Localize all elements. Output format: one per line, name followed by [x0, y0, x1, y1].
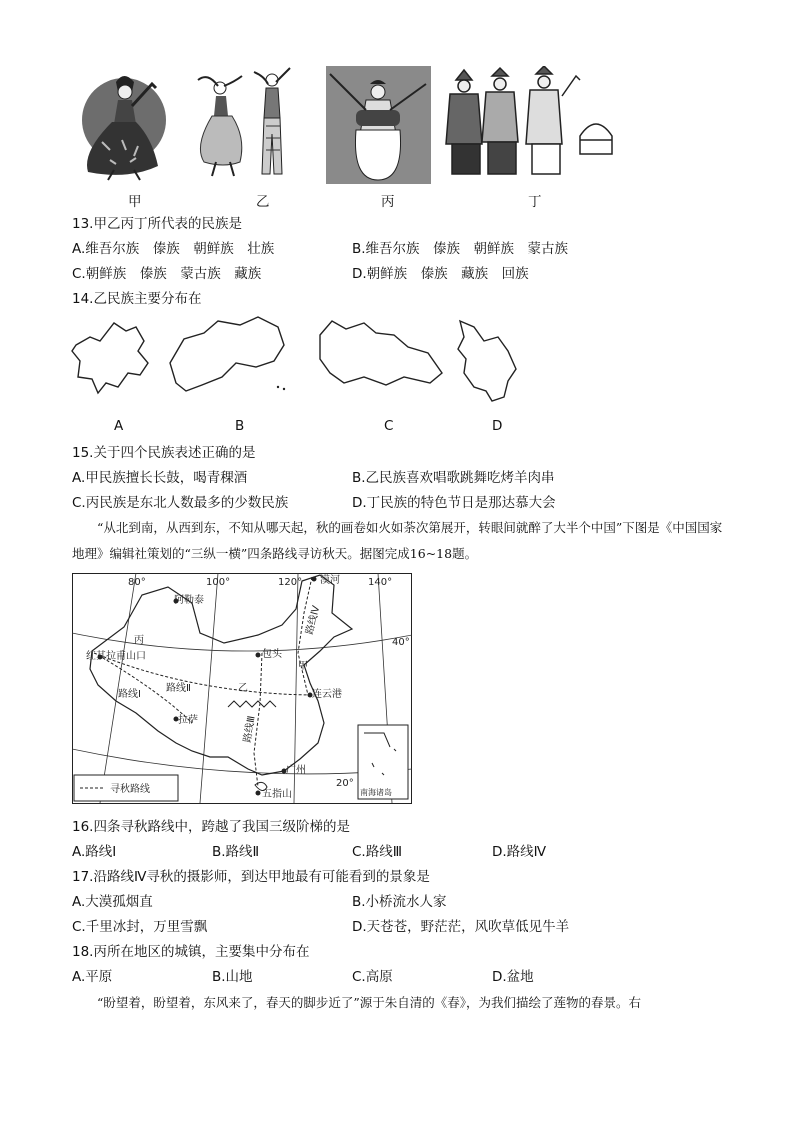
route-label-2: 路线Ⅱ	[166, 683, 191, 694]
q15-stem: 15.关于四个民族表述正确的是	[72, 445, 256, 461]
caption-jia: 甲	[128, 194, 142, 210]
q17-option-d[interactable]: D.天苍苍，野茫茫，风吹草低见牛羊	[352, 919, 570, 935]
q13-option-b[interactable]: B.维吾尔族 傣族 朝鲜族 蒙古族	[352, 241, 569, 257]
q16-option-c[interactable]: C.路线Ⅲ	[352, 844, 403, 860]
q16-option-a[interactable]: A.路线Ⅰ	[72, 844, 117, 860]
legend-label: 寻秋路线	[110, 784, 150, 795]
q15-option-a[interactable]: A.甲民族擅长长鼓，喝青稞酒	[72, 470, 248, 486]
q15-option-b[interactable]: B.乙民族喜欢唱歌跳舞吃烤羊肉串	[352, 470, 555, 486]
q18-option-c[interactable]: C.高原	[352, 969, 393, 985]
inset-label: 南海诸岛	[360, 788, 392, 797]
route-label-3: 路线Ⅲ	[242, 715, 258, 744]
q13-option-c[interactable]: C.朝鲜族 傣族 蒙古族 藏族	[72, 266, 262, 282]
region-yi: 乙	[238, 683, 248, 694]
place-baotou: 包头	[262, 649, 282, 660]
lat-20: 20°	[336, 778, 354, 789]
province-map-c	[320, 321, 442, 385]
place-guangzhou: 广州	[286, 765, 306, 776]
caption-yi: 乙	[256, 194, 270, 210]
province-map-d	[458, 321, 516, 401]
figure-ding	[444, 66, 616, 182]
lon-80: 80°	[128, 577, 146, 588]
caption-bing: 丙	[381, 194, 395, 210]
q13-option-d[interactable]: D.朝鲜族 傣族 藏族 回族	[352, 266, 529, 282]
place-wuzhishan: 五指山	[262, 789, 292, 800]
q13-stem: 13.甲乙丙丁所代表的民族是	[72, 216, 242, 232]
q18-option-b[interactable]: B.山地	[212, 969, 253, 985]
place-khunjerab: 红其拉甫山口	[86, 651, 146, 662]
province-map-a	[72, 323, 148, 393]
province-label-b: B	[235, 418, 245, 434]
q18-option-d[interactable]: D.盆地	[492, 969, 534, 985]
lon-120: 120°	[278, 577, 303, 588]
place-lhasa: 拉萨	[178, 715, 198, 726]
q16-option-d[interactable]: D.路线Ⅳ	[492, 844, 547, 860]
place-lianyungang: 连云港	[312, 689, 342, 700]
q16-option-b[interactable]: B.路线Ⅱ	[212, 844, 260, 860]
lon-100: 100°	[206, 577, 231, 588]
lon-140: 140°	[368, 577, 393, 588]
q13-option-a[interactable]: A.维吾尔族 傣族 朝鲜族 壮族	[72, 241, 275, 257]
q15-option-c[interactable]: C.丙民族是东北人数最多的少数民族	[72, 495, 289, 511]
passage-spring: “盼望着，盼望着，东风来了，春天的脚步近了”源于朱自清的《春》，为我们描绘了莲物的春景。右	[97, 995, 642, 1010]
q18-stem: 18.丙所在地区的城镇，主要集中分布在	[72, 944, 310, 960]
q17-option-c[interactable]: C.千里冰封，万里雪飘	[72, 919, 208, 935]
lat-40: 40°	[392, 637, 410, 648]
q14-province-maps	[70, 315, 540, 410]
place-mohe: 漠河	[320, 575, 340, 586]
q17-option-b[interactable]: B.小桥流水人家	[352, 894, 447, 910]
q15-option-d[interactable]: D.丁民族的特色节日是那达慕大会	[352, 495, 556, 511]
province-label-d: D	[492, 418, 503, 434]
q14-stem: 14.乙民族主要分布在	[72, 291, 202, 307]
province-label-c: C	[384, 418, 394, 434]
autumn-route-map	[72, 573, 412, 804]
q17-stem: 17.沿路线Ⅳ寻秋的摄影师，到达甲地最有可能看到的景象是	[72, 869, 430, 885]
province-map-b	[170, 317, 284, 391]
figure-bing	[326, 66, 431, 184]
q17-option-a[interactable]: A.大漠孤烟直	[72, 894, 153, 910]
region-jia: 甲	[298, 661, 308, 672]
passage-autumn: “从北到南，从西到东，不知从哪天起，秋的画卷如火如荼次第展开，转眼间就醉了大半个中国”下图是《中国国家地理》编辑社策划的“三纵一横”四条路线寻访秋天。据图完成16~18题。	[72, 520, 723, 561]
q18-option-a[interactable]: A.平原	[72, 969, 113, 985]
province-label-a: A	[114, 418, 124, 434]
region-bing: 丙	[134, 635, 144, 646]
figure-yi	[190, 62, 308, 184]
route-label-4: 路线Ⅳ	[304, 604, 323, 636]
caption-ding: 丁	[528, 194, 542, 210]
route-label-1: 路线Ⅰ	[118, 689, 141, 700]
figure-jia	[72, 62, 180, 184]
q16-stem: 16.四条寻秋路线中，跨越了我国三级阶梯的是	[72, 819, 350, 835]
place-altay: 阿勒泰	[174, 595, 204, 606]
